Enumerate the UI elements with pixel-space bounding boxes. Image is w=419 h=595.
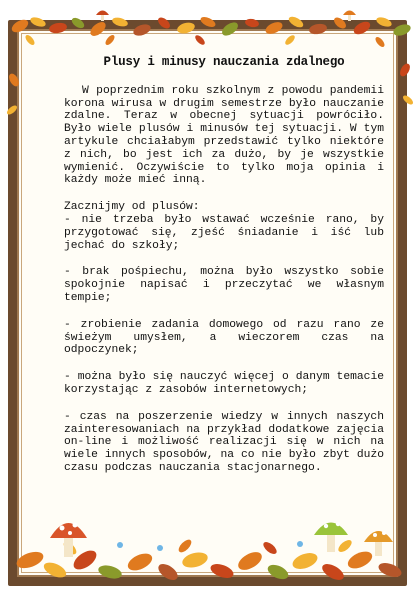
list-item: - zrobienie zadania domowego od razu rano ze świeżym umysłem, a wieczorem czas na odpoczynek; (64, 318, 384, 357)
page-title: Plusy i minusy nauczania zdalnego (103, 55, 345, 69)
list-item: - czas na poszerzenie wiedzy w innych naszych zainteresowaniach na przykład dodatkowe zajęcia on-line i możliwość realizacji się w nich na wiele innych sposobów, na co nie było zbyt dużo czasu podczas nauczania stacjonarnego. (64, 410, 384, 474)
list-item: - brak pośpiechu, można było wszystko sobie spokojnie napisać i przeczytać we własnym tempie; (64, 266, 384, 304)
list-intro: Zacznijmy od plusów: (64, 201, 200, 214)
list-item: - nie trzeba było wstawać wcześnie rano, by przygotować się, zjeść śniadanie i iść lub jechać do szkoły; (64, 213, 384, 252)
list-item: - można było się nauczyć więcej o danym temacie korzystając z zasobów internetowych; (64, 371, 384, 396)
article (64, 56, 384, 489)
intro-paragraph: W poprzednim roku szkolnym z powodu pandemii korona wirusa w drugim semestrze było nauczanie zdalne. Teraz w obecnej sytuacji powróciło. Było wiele plusów i minusów tej sytuacji. W tym artykule chciałabym przedstawić tylko niektóre z nich, bo jest ich za dużo, by je wszystkie wymienić. Oczywiście to tylko moja opinia i każdy może mieć inną. (64, 84, 384, 187)
